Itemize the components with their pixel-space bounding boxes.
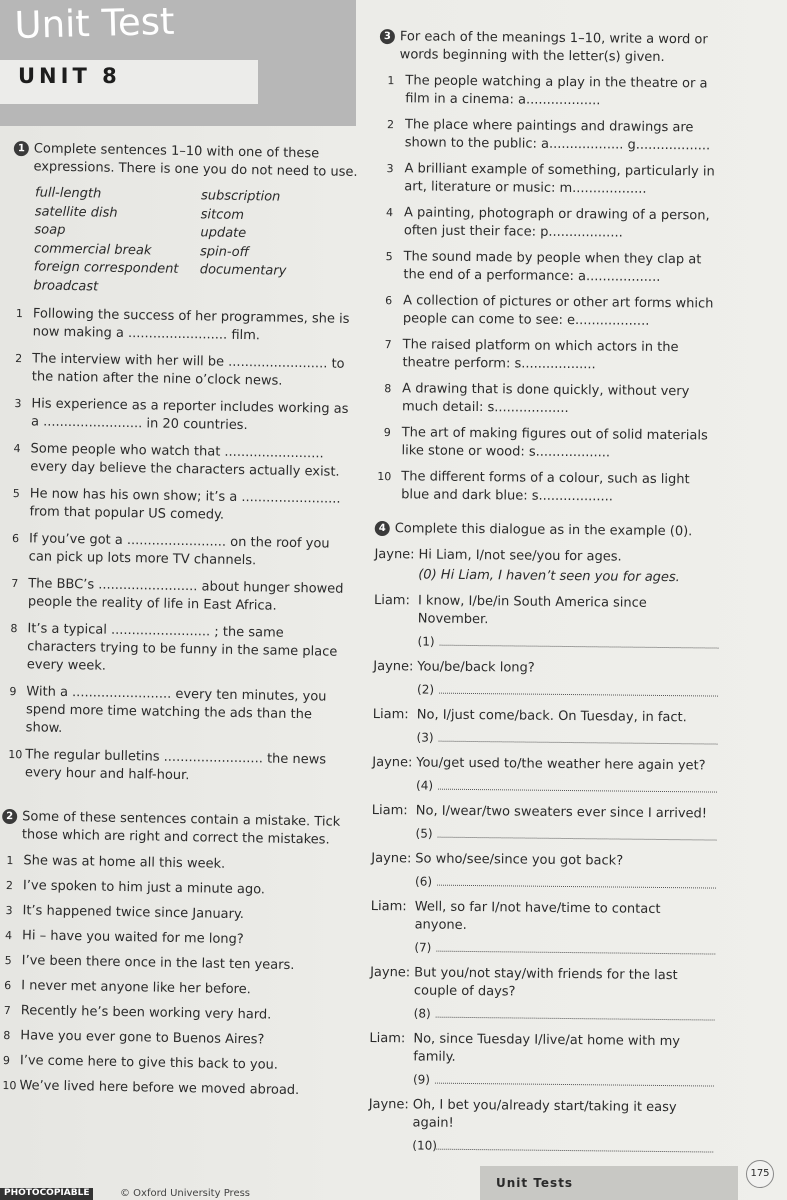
- expression-list: [33, 184, 359, 301]
- item-number: 4: [13, 442, 21, 456]
- dialogue: [368, 546, 719, 1158]
- example-answer: [418, 566, 719, 587]
- answer-blank[interactable]: [436, 1005, 715, 1021]
- item-number: 10: [8, 747, 23, 762]
- answer-number: (7): [414, 940, 432, 955]
- item-text: A painting, photograph or drawing of a person, often just their face: p..................: [403, 205, 710, 241]
- expression: subscription: [200, 188, 281, 205]
- exercise-2-items: [0, 852, 348, 1101]
- list-item: [0, 902, 346, 926]
- list-item: [1, 852, 347, 876]
- item-number: 4: [5, 928, 13, 943]
- dialogue-line: [370, 898, 716, 960]
- list-item: [375, 424, 720, 464]
- answer-number: (2): [417, 682, 435, 697]
- item-text: A collection of pictures or other art forms which people can come to see: e..................: [402, 293, 714, 329]
- item-number: 7: [3, 1003, 11, 1018]
- speaker: Liam:: [373, 592, 410, 609]
- list-item: [7, 530, 354, 572]
- speaker: Jayne:: [374, 546, 415, 563]
- item-number: 1: [387, 74, 395, 88]
- item-number: 9: [2, 1053, 11, 1068]
- dialogue-line: [373, 592, 719, 654]
- list-item: [5, 620, 352, 680]
- item-number: 3: [386, 162, 394, 176]
- speaker: Liam:: [371, 802, 408, 819]
- list-item: [8, 440, 355, 482]
- exercise-1-instructions: Complete sentences 1–10 with one of these expressions. There is one you do not need to use.: [33, 141, 358, 181]
- dialogue-line: [372, 706, 717, 750]
- exercise-1-items: [3, 305, 357, 788]
- dialogue-line: [372, 754, 717, 798]
- exercise-number-badge: 4: [375, 521, 390, 536]
- answer-blank[interactable]: [439, 729, 718, 745]
- item-number: 8: [384, 382, 392, 396]
- footer-label: Unit Tests: [496, 1176, 574, 1190]
- answer-number: (6): [414, 874, 433, 889]
- answer-blank[interactable]: [436, 939, 715, 955]
- item-number: 1: [15, 307, 24, 321]
- answer-blank[interactable]: [437, 873, 716, 889]
- answer-number: (5): [415, 826, 433, 841]
- prompt-text: So who/see/since you got back?: [415, 851, 624, 869]
- exercise-number-badge: 1: [14, 141, 29, 156]
- item-number: 4: [385, 206, 394, 220]
- item-text: We’ve lived here before we moved abroad.: [19, 1078, 300, 1099]
- item-number: 1: [6, 853, 14, 868]
- expression: soap: [34, 222, 66, 238]
- list-item: [379, 72, 724, 112]
- item-number: 10: [377, 469, 392, 484]
- answer-blank[interactable]: [434, 1137, 713, 1153]
- exercise-1-heading: [13, 140, 360, 182]
- list-item: [0, 977, 345, 1001]
- prompt-text: You/get used to/the weather here again yet?: [416, 755, 706, 774]
- list-item: [0, 1002, 345, 1026]
- speaker: Liam:: [369, 1030, 406, 1047]
- expression: update: [200, 225, 247, 242]
- item-number: 7: [11, 577, 19, 591]
- item-text: The place where paintings and drawings are shown to the public: a.................. g..................: [404, 117, 711, 154]
- item-number: 3: [14, 397, 22, 411]
- item-text: A drawing that is done quickly, without very much detail: s..................: [401, 381, 690, 416]
- item-number: 5: [12, 487, 20, 501]
- answer-number: (1): [417, 634, 435, 649]
- item-text: The BBC’s ........................ about hunger showed people the reality of life in East Africa.: [27, 576, 344, 614]
- item-number: 8: [10, 622, 18, 636]
- item-text: It’s a typical ........................ ; the same characters trying to be funny in the same place every week.: [26, 621, 338, 674]
- expression: broadcast: [33, 277, 99, 294]
- speaker: Liam:: [370, 898, 407, 915]
- item-text: Hi – have you waited for me long?: [21, 928, 244, 948]
- exercise-3-instructions: For each of the meanings 1–10, write a word or words beginning with the letter(s) given.: [399, 29, 708, 65]
- list-item: [4, 683, 351, 743]
- item-text: With a ........................ every ten minutes, you spend more time watching the ads than the show.: [25, 684, 327, 736]
- item-text: She was at home all this week.: [23, 853, 226, 872]
- item-text: Recently he’s been working very hard.: [20, 1003, 272, 1023]
- answer-number: (3): [416, 730, 434, 745]
- item-number: 2: [5, 878, 14, 893]
- prompt-text: But you/not stay/with friends for the last couple of days?: [413, 965, 678, 1000]
- item-text: The art of making figures out of solid materials like stone or wood: s..................: [401, 425, 708, 461]
- item-text: Have you ever gone to Buenos Aires?: [20, 1028, 265, 1048]
- list-item: [9, 395, 356, 437]
- list-item: [1, 877, 347, 901]
- item-text: I’ve spoken to him just a minute ago.: [22, 878, 266, 898]
- photocopiable-label: PHOTOCOPIABLE: [0, 1188, 93, 1200]
- item-text: I never met anyone like her before.: [21, 978, 251, 998]
- item-text: The raised platform on which actors in the theatre perform: s..................: [402, 337, 679, 373]
- expression: foreign correspondent: [33, 259, 179, 277]
- answer-number: (8): [413, 1006, 431, 1021]
- speaker: Jayne:: [373, 658, 414, 675]
- answer-blank[interactable]: [438, 825, 717, 841]
- item-text: Following the success of her programmes, she is now making a ........................ film.: [32, 306, 350, 344]
- prompt-text: Hi Liam, I/not see/you for ages.: [418, 547, 622, 565]
- expression: satellite dish: [34, 203, 118, 221]
- dialogue-line: [374, 546, 719, 588]
- prompt-text: No, I/wear/two sweaters ever since I arrived!: [415, 803, 708, 822]
- item-number: 7: [384, 338, 392, 352]
- item-text: I’ve come here to give this back to you.: [19, 1053, 279, 1073]
- speaker: Liam:: [372, 706, 409, 723]
- expression: full-length: [34, 185, 102, 202]
- dialogue-line: [370, 964, 716, 1026]
- prompt-text: I know, I/be/in South America since November.: [417, 593, 647, 628]
- item-number: 2: [386, 118, 395, 132]
- example-text: Hi Liam, I haven’t seen you for ages.: [440, 567, 680, 586]
- exercise-number-badge: 2: [2, 809, 17, 824]
- exercise-3: [375, 28, 725, 508]
- speaker: Jayne:: [372, 754, 413, 771]
- prompt-text: Well, so far I/not have/time to contact anyone.: [414, 899, 661, 933]
- item-number: 9: [383, 426, 391, 440]
- list-item: [379, 116, 724, 156]
- list-item: [377, 248, 722, 288]
- item-text: The sound made by people when they clap at the end of a performance: a..................: [403, 249, 702, 285]
- dialogue-line: [373, 658, 718, 702]
- item-text: A brilliant example of something, particularly in art, literature or music: m..................: [404, 161, 715, 197]
- list-item: [375, 468, 720, 508]
- list-item: [378, 204, 723, 244]
- left-column: [0, 140, 360, 1108]
- exercise-number-badge: 3: [380, 29, 395, 44]
- item-text: He now has his own show; it’s a ........................ from that popular US comedy.: [29, 486, 341, 523]
- answer-blank[interactable]: [438, 777, 717, 793]
- answer-number: (0): [418, 567, 437, 583]
- list-item: [10, 350, 357, 392]
- item-text: The interview with her will be ........................ to the nation after the nine o’clock news.: [31, 351, 345, 389]
- list-item: [10, 305, 357, 347]
- list-item: [0, 1027, 344, 1051]
- item-text: The people watching a play in the theatre or a film in a cinema: a..................: [405, 73, 708, 109]
- list-item: [7, 485, 354, 527]
- expression: sitcom: [200, 206, 245, 223]
- dialogue-line: [368, 1096, 714, 1158]
- answer-blank[interactable]: [439, 681, 718, 697]
- list-item: [376, 336, 721, 376]
- speaker: Jayne:: [368, 1096, 409, 1113]
- item-number: 8: [3, 1028, 11, 1043]
- dialogue-line: [369, 1030, 715, 1092]
- exercise-4: [368, 520, 720, 1158]
- list-item: [0, 927, 346, 951]
- answer-blank[interactable]: [440, 633, 719, 649]
- exercise-2-heading: [2, 808, 349, 850]
- dialogue-line: [371, 850, 716, 894]
- item-text: The regular bulletins ........................ the news every hour and half-hour.: [24, 747, 327, 784]
- copyright-notice: © Oxford University Press: [120, 1188, 251, 1199]
- prompt-text: No, I/just come/back. On Tuesday, in fact.: [416, 707, 687, 726]
- item-number: 6: [11, 532, 20, 546]
- list-item: [0, 1052, 344, 1076]
- list-item: [378, 160, 723, 200]
- item-number: 2: [15, 352, 23, 366]
- unit-label: UNIT 8: [18, 64, 121, 88]
- item-text: I’ve been there once in the last ten years.: [21, 953, 295, 974]
- prompt-text: You/be/back long?: [417, 659, 535, 676]
- item-number: 10: [2, 1078, 17, 1093]
- exercise-4-heading: [375, 520, 720, 542]
- item-text: If you’ve got a ........................ on the roof you can pick up lots more TV channels.: [28, 531, 330, 569]
- answer-number: (9): [412, 1072, 431, 1087]
- speaker: Jayne:: [370, 964, 411, 981]
- item-text: It’s happened twice since January.: [22, 903, 245, 923]
- page-title: Unit Test: [14, 0, 176, 47]
- list-item: [0, 952, 346, 976]
- item-text: The different forms of a colour, such as light blue and dark blue: s..................: [401, 469, 690, 505]
- prompt-text: Oh, I bet you/already start/taking it easy again!: [412, 1097, 677, 1131]
- exercise-2-instructions: Some of these sentences contain a mistake. Tick those which are right and correct the mistakes.: [21, 809, 341, 848]
- item-number: 6: [385, 294, 393, 308]
- item-number: 5: [385, 250, 393, 264]
- expression: documentary: [199, 262, 287, 279]
- list-item: [0, 1077, 344, 1101]
- answer-number: (4): [415, 778, 434, 793]
- list-item: [3, 746, 350, 788]
- speaker: Jayne:: [371, 850, 412, 867]
- list-item: [377, 292, 722, 332]
- item-number: 3: [5, 903, 13, 918]
- list-item: [376, 380, 721, 420]
- dialogue-line: [371, 802, 716, 846]
- exercise-3-heading: [380, 28, 725, 68]
- list-item: [6, 575, 353, 617]
- answer-number: (10): [412, 1138, 438, 1153]
- item-text: Some people who watch that ........................ every day believe the characters actually exist.: [30, 441, 340, 480]
- expression: commercial break: [33, 240, 152, 258]
- item-number: 5: [4, 953, 12, 968]
- item-text: His experience as a reporter includes working as a ........................ in 20 countries.: [30, 396, 349, 434]
- exercise-2: [0, 808, 348, 1101]
- expression: spin-off: [199, 243, 250, 260]
- item-number: 9: [9, 685, 17, 699]
- exercise-3-items: [375, 72, 725, 508]
- exercise-1: [3, 140, 360, 788]
- prompt-text: No, since Tuesday I/live/at home with my family.: [413, 1031, 681, 1065]
- exercise-4-instructions: Complete this dialogue as in the example (0).: [394, 521, 693, 540]
- right-column: [368, 28, 725, 1166]
- page-number: 175: [746, 1160, 774, 1188]
- answer-blank[interactable]: [435, 1071, 714, 1087]
- item-number: 6: [4, 978, 12, 993]
